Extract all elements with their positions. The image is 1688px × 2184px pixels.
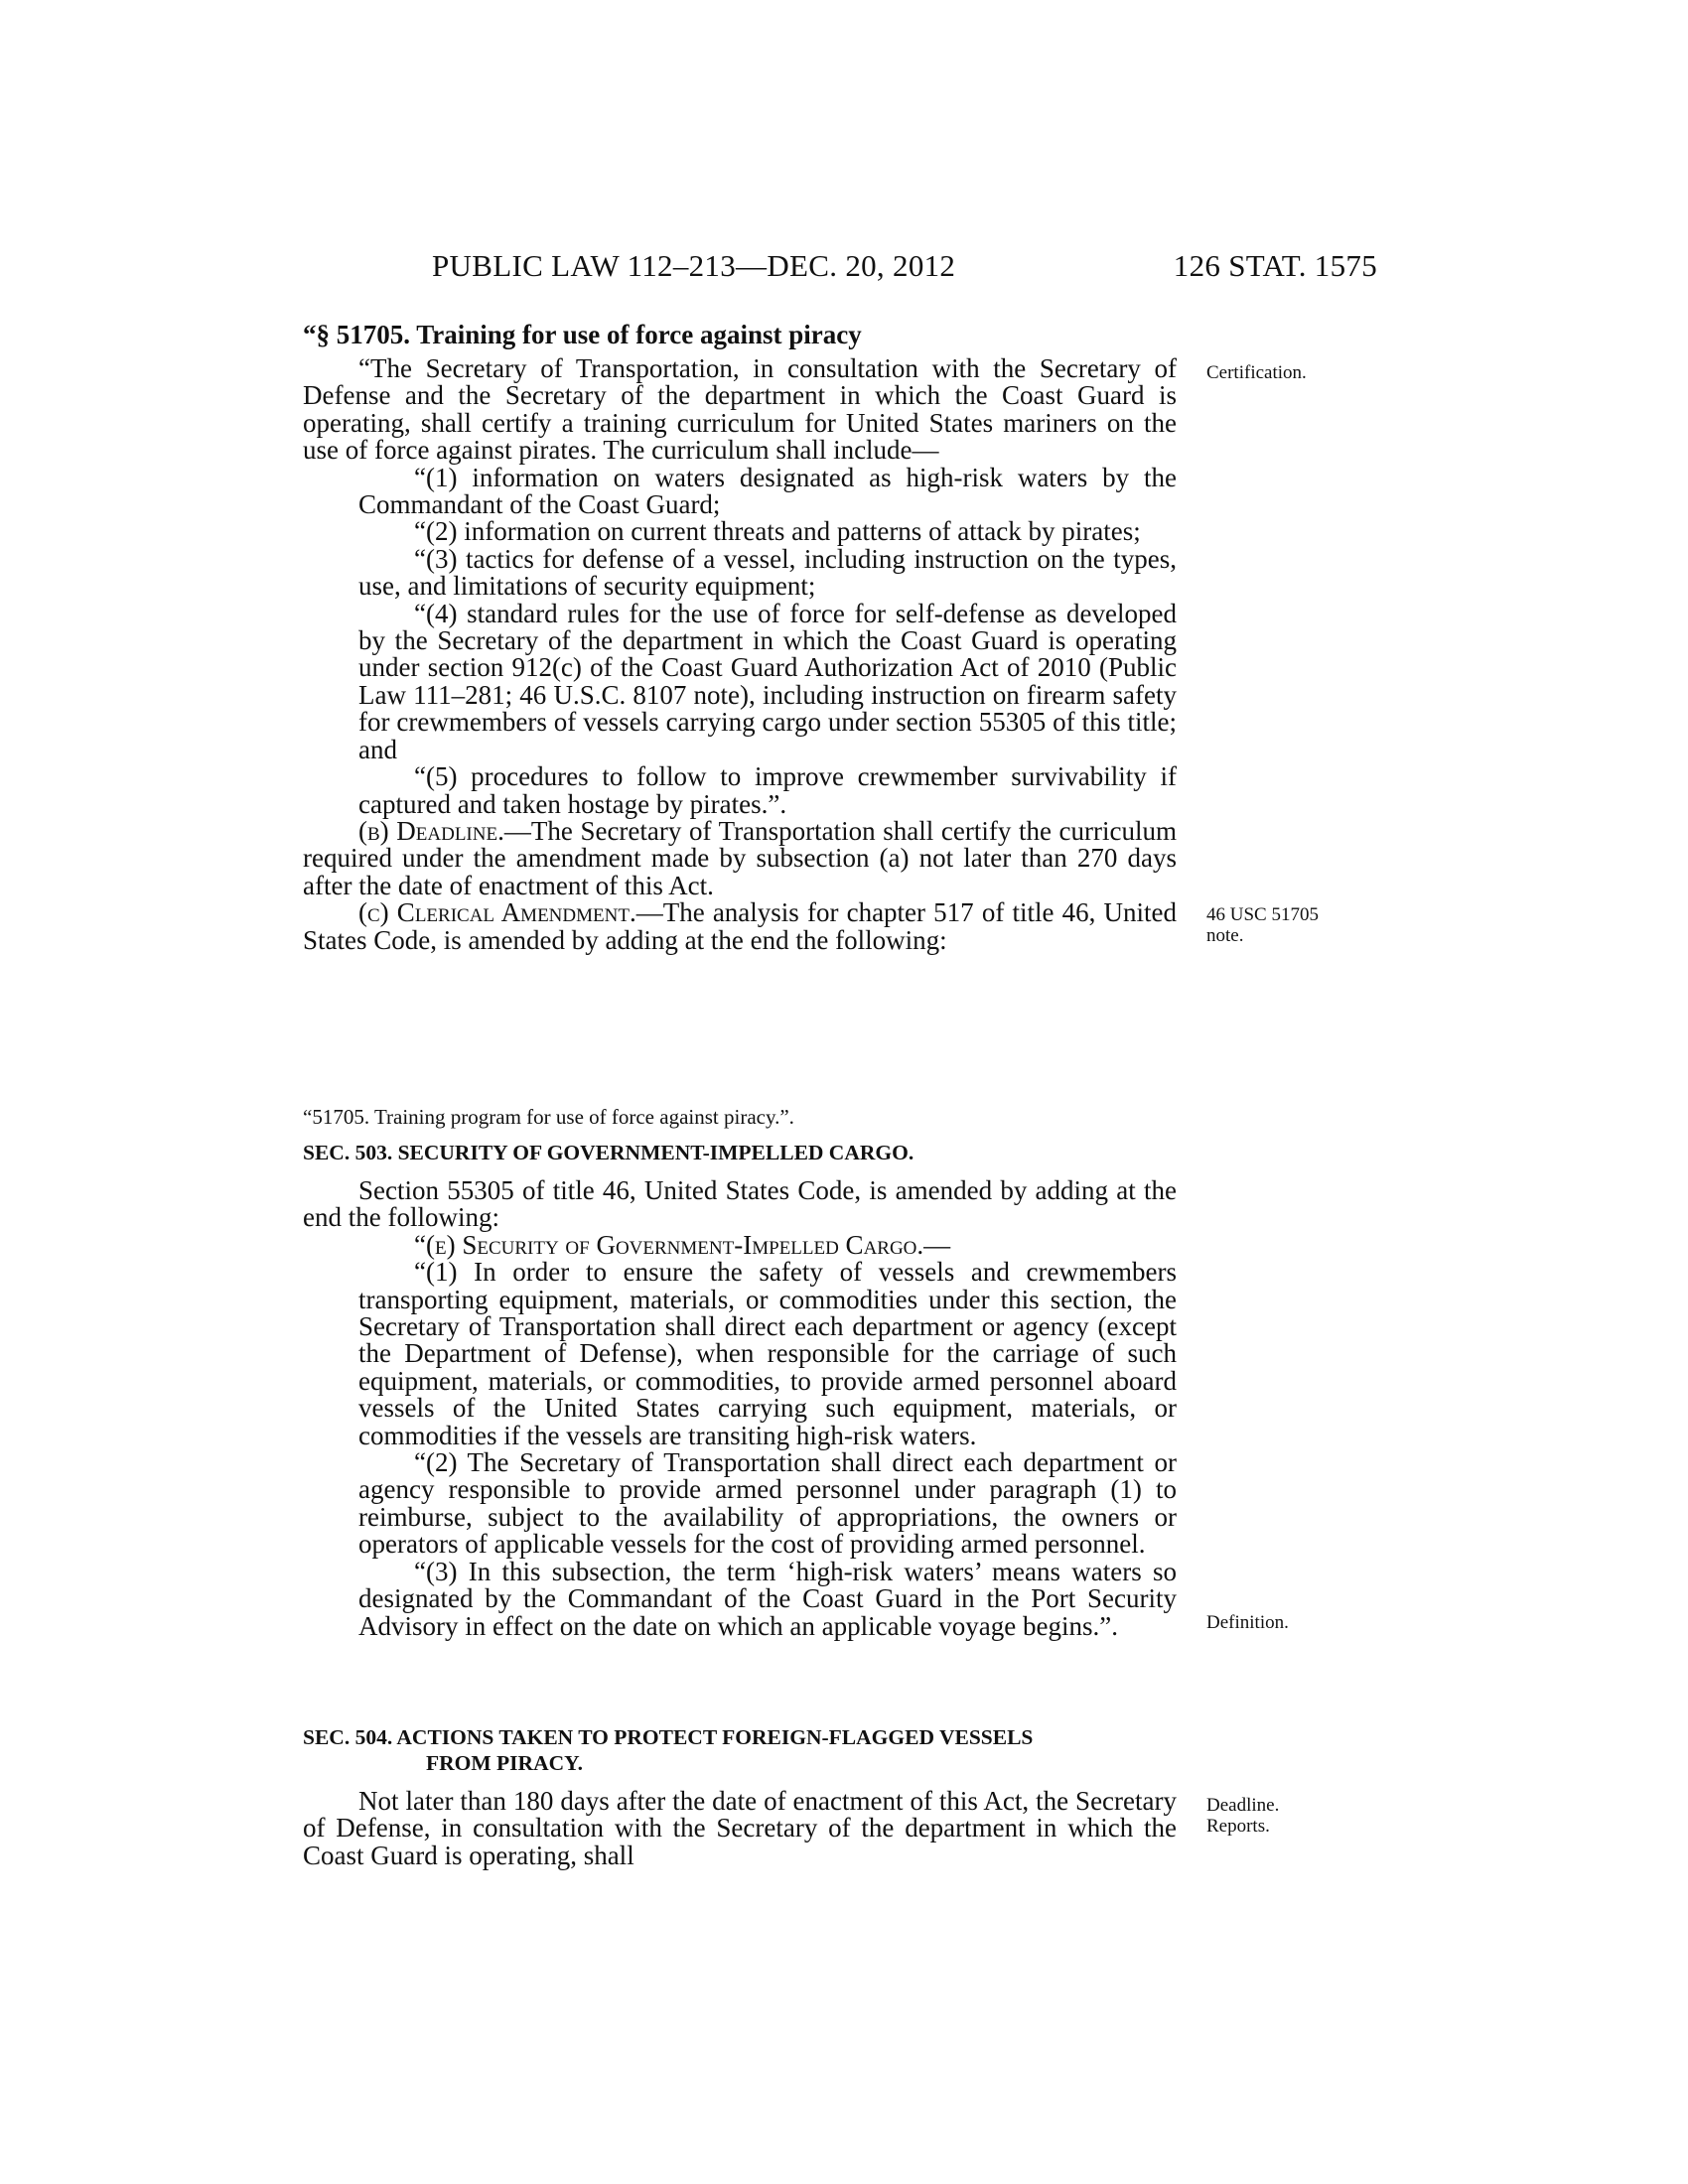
margin-note-reports: Reports. xyxy=(1206,1816,1270,1837)
section-51705-intro: “The Secretary of Transportation, in consultation with the Secretary of Defense and the Secretary of the department in which the Coast Guard is operating, shall certify a training curriculum for United States mariners on the use of force against pirates. The curriculum shall include— xyxy=(303,353,1177,466)
sec-504-heading-line-1: SEC. 504. ACTIONS TAKEN TO PROTECT FOREIGN-FLAGGED VESSELS xyxy=(303,1725,1034,1749)
margin-note-deadline-reports xyxy=(1206,1795,1279,1837)
curriculum-item-3: “(3) tactics for defense of a vessel, including instruction on the types, use, and limitations of security equipment; xyxy=(358,543,1177,602)
sec-504-heading-line-2: FROM PIRACY. xyxy=(426,1751,584,1775)
sec-503-body xyxy=(303,1177,1177,1640)
deadline-paragraph xyxy=(303,815,1177,900)
deadline-label: (b) Deadline. xyxy=(358,815,504,846)
sec-503-heading: SEC. 503. SECURITY OF GOVERNMENT-IMPELLED CARGO. xyxy=(303,1141,914,1164)
margin-note-usc-line-2: note. xyxy=(1206,925,1244,946)
sec-503-subsection-heading: “(e) Security of Government-Impelled Cargo.— xyxy=(414,1229,951,1260)
deadline-text: —The Secretary of Transportation shall certify the curriculum required under the amendment made by subsection (a) not later than 270 days after the date of enactment of this Act. xyxy=(303,815,1177,900)
curriculum-item-5: “(5) procedures to follow to improve crewmember survivability if captured and taken hostage by pirates.”. xyxy=(358,761,1177,819)
sec-504-text: Not later than 180 days after the date of enactment of this Act, the Secretary of Defense, in consultation with the Secretary of the department in which the Coast Guard is operating, shall xyxy=(303,1786,1177,1870)
curriculum-item-1: “(1) information on waters designated as high-risk waters by the Commandant of the Coast Guard; xyxy=(358,462,1177,520)
margin-note-definition: Definition. xyxy=(1206,1612,1289,1633)
clerical-amendment-text: —The analysis for chapter 517 of title 46, United States Code, is amended by adding at the end the following: xyxy=(303,897,1177,955)
public-law-citation: PUBLIC LAW 112–213—DEC. 20, 2012 xyxy=(432,248,956,283)
curriculum-item-4: “(4) standard rules for the use of force for self-defense as developed by the Secretary of the department in which the Coast Guard is operating under section 912(c) of the Coast Guard Authorization Act of 2010 (Public Law 111–281; 46 U.S.C. 8107 note), including instruction on firearm safety for crewmembers of vessels carrying cargo under section 55305 of this title; and xyxy=(358,598,1177,764)
page-header xyxy=(432,248,1377,288)
section-51705-heading: “§ 51705. Training for use of force against piracy xyxy=(303,320,862,349)
section-51705-body xyxy=(303,355,1177,954)
sec-503-intro: Section 55305 of title 46, United States Code, is amended by adding at the end the following: xyxy=(303,1175,1177,1233)
sec-504-body xyxy=(303,1788,1177,1869)
curriculum-item-2: “(2) information on current threats and patterns of attack by pirates; xyxy=(414,516,1141,547)
statute-page-number: 126 STAT. 1575 xyxy=(1173,248,1377,283)
clerical-amendment-label: (c) Clerical Amendment. xyxy=(358,897,636,928)
sec-503-paragraph-2: “(2) The Secretary of Transportation shall direct each department or agency responsible to provide armed personnel under paragraph (1) to reimburse, subject to the availability of appropriations, the owners or operators of applicable vessels for the cost of providing armed personnel. xyxy=(358,1447,1177,1560)
table-of-sections-entry: “51705. Training program for use of force against piracy.”. xyxy=(303,1105,794,1129)
sec-504-heading xyxy=(303,1724,1177,1776)
margin-note-certification: Certification. xyxy=(1206,362,1307,383)
margin-note-usc-citation xyxy=(1206,904,1319,946)
margin-note-usc-line-1: 46 USC 51705 xyxy=(1206,904,1319,925)
sec-503-paragraph-3: “(3) In this subsection, the term ‘high-risk waters’ means waters so designated by the Commandant of the Coast Guard in the Port Security Advisory in effect on the date on which an applicable voyage begins.”. xyxy=(358,1556,1177,1641)
margin-note-deadline: Deadline. xyxy=(1206,1795,1280,1816)
clerical-amendment-paragraph xyxy=(303,899,1177,954)
sec-503-paragraph-1: “(1) In order to ensure the safety of vessels and crewmembers transporting equipment, materials, or commodities under this section, the Secretary of Transportation shall direct each department or agency (except the Department of Defense), when responsible for the carriage of such equipment, materials, or commodities, to provide armed personnel aboard vessels of the United States carrying such equipment, materials, or commodities if the vessels are transiting high-risk waters. xyxy=(358,1257,1177,1450)
